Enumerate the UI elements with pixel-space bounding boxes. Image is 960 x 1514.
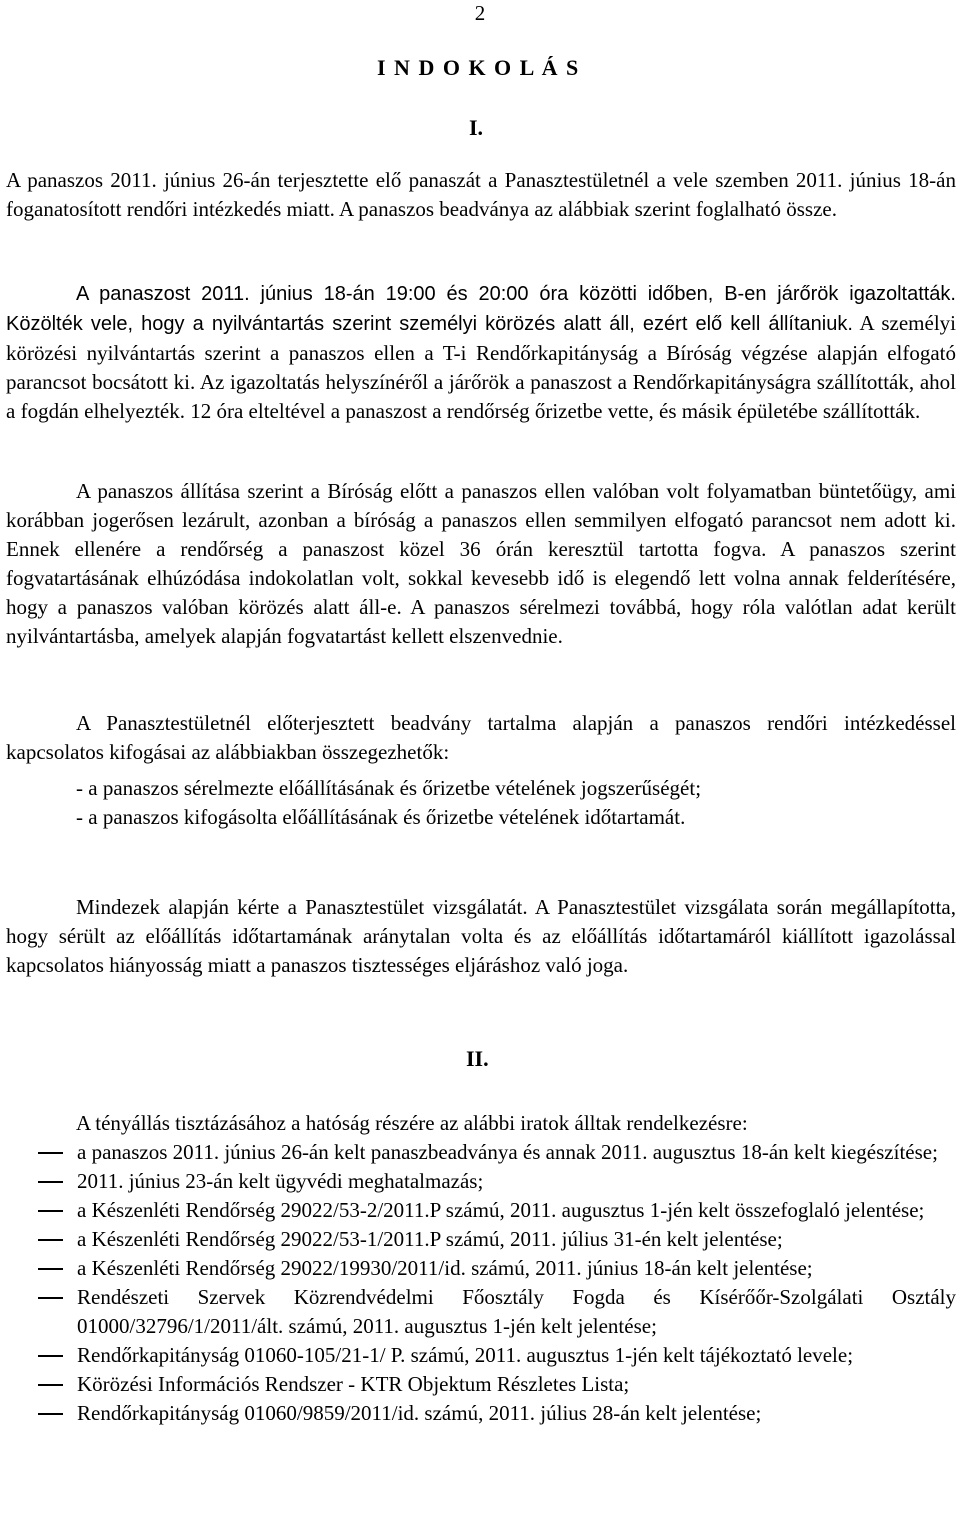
paragraph-intro: A panaszos 2011. június 26-án terjesztette elő panaszát a Panasztestületnél a vele szemben 2011. június 18-án foganatosított rendőri intézkedés miatt. A panaszos beadványa az alábbiak szerint foglalható össze. (6, 168, 956, 221)
complaint-item: - a panaszos kifogásolta előállításának és őrizetbe vételének időtartamát. (76, 805, 686, 829)
paragraph-claims: A panaszos állítása szerint a Bíróság előtt a panaszos ellen valóban volt folyamatban büntetőügy, ami korábban jogerősen lezárult, azonban a bíróság a panaszos ellen semmilyen elfogató parancsot nem adott ki. Ennek ellenére a rendőrség a panaszost közel 36 órán keresztül tartotta fogva. A panaszos szerint fogvatartásának elhúzódása indokolatlan volt, sokkal kevesebb idő is elegendő lett volna annak felderítésére, hogy a panaszos valóban körözés alatt áll-e. A panaszos sérelmezi továbbá, hogy róla valótlan adat került nyilvántartásba, amelyek alapján fogvatartást kellett elszenvednie. (6, 479, 956, 648)
dash-bullet (38, 1210, 63, 1212)
paragraph-conclusion: Mindezek alapján kérte a Panasztestület vizsgálatát. A Panasztestület vizsgálata során megállapította, hogy sérült az előállítás időtartamának aránytalan volta és az előállítás időtartamáról kiállított igazolással kapcsolatos hiányosság miatt a panaszos tisztességes eljáráshoz való joga. (6, 895, 956, 977)
list-item (0, 1196, 956, 1225)
paragraph-summary: A Panasztestületnél előterjesztett beadvány tartalma alapján a panaszos rendőri intézkedéssel kapcsolatos kifogásai az alábbiakban összegezhetők: (6, 711, 956, 764)
document-list (0, 1138, 960, 1428)
list-item-text: Rendészeti Szervek Közrendvédelmi Főosztály Fogda és Kísérőőr-Szolgálati Osztály 01000/32796/1/2011/ált. számú, 2011. augusztus 1-jén kelt jelentése; (77, 1285, 956, 1338)
list-item-text: a Készenléti Rendőrség 29022/53-2/2011.P számú, 2011. augusztus 1-jén kelt összefoglaló jelentése; (77, 1198, 925, 1222)
dash-bullet (38, 1413, 63, 1415)
list-item-text: a panaszos 2011. június 26-án kelt panaszbeadványa és annak 2011. augusztus 18-án kelt kiegészítése; (77, 1140, 938, 1164)
list-item (0, 1399, 956, 1428)
complaint-item: - a panaszos sérelmezte előállításának és őrizetbe vételének jogszerűségét; (76, 776, 702, 800)
list-item-text: 2011. június 23-án kelt ügyvédi meghatalmazás; (77, 1169, 484, 1193)
paragraph-facts-serif: A személyi körözési nyilvántartás szerint a panaszos ellen a T-i Rendőrkapitányság a Bíróság végzése alapján elfogató parancsot bocsátott ki. Az igazoltatás helyszínéről a járőrök a panaszost a Rendőrkapitányságra szállították, ahol a fogdán elhelyezték. 12 óra elteltével a panaszost a rendőrség őrizetbe vette, és másik épületébe szállították. (6, 311, 956, 423)
paragraph-documents-intro: A tényállás tisztázásához a hatóság részére az alábbi iratok álltak rendelkezésre: (76, 1111, 748, 1135)
paragraph-facts-sans: A panaszost 2011. június 18-án 19:00 és 20:00 óra közötti időben, B-en járőrök igazoltatták. Közölték vele, hogy a nyilvántartás szerint személyi körözés alatt áll, ezért elő kell állítaniuk. (6, 283, 956, 335)
section-heading-1: I. (469, 115, 484, 140)
list-item (0, 1341, 956, 1370)
list-item-text: Rendőrkapitányság 01060-105/21-1/ P. számú, 2011. augusztus 1-jén kelt tájékoztató levele; (77, 1343, 854, 1367)
list-item (0, 1283, 956, 1341)
dash-bullet (38, 1355, 63, 1357)
list-item-text: Rendőrkapitányság 01060/9859/2011/id. számú, 2011. július 28-án kelt jelentése; (77, 1401, 762, 1425)
dash-bullet (38, 1152, 63, 1154)
dash-bullet (38, 1268, 63, 1270)
list-item (0, 1167, 956, 1196)
list-item (0, 1254, 956, 1283)
list-item-text: Körözési Információs Rendszer - KTR Objektum Részletes Lista; (77, 1372, 630, 1396)
document-title: I N D O K O L Á S (377, 55, 580, 80)
list-item-text: a Készenléti Rendőrség 29022/53-1/2011.P számú, 2011. július 31-én kelt jelentése; (77, 1227, 783, 1251)
dash-bullet (38, 1297, 63, 1299)
list-item (0, 1138, 956, 1167)
dash-bullet (38, 1181, 63, 1183)
list-item-text: a Készenléti Rendőrség 29022/19930/2011/id. számú, 2011. június 18-án kelt jelentése; (77, 1256, 813, 1280)
page-number: 2 (474, 1, 486, 25)
list-item (0, 1225, 956, 1254)
section-heading-2: II. (466, 1046, 489, 1071)
list-item (0, 1370, 956, 1399)
paragraph-facts (6, 279, 956, 426)
complaint-list (76, 774, 956, 832)
dash-bullet (38, 1239, 63, 1241)
dash-bullet (38, 1384, 63, 1386)
